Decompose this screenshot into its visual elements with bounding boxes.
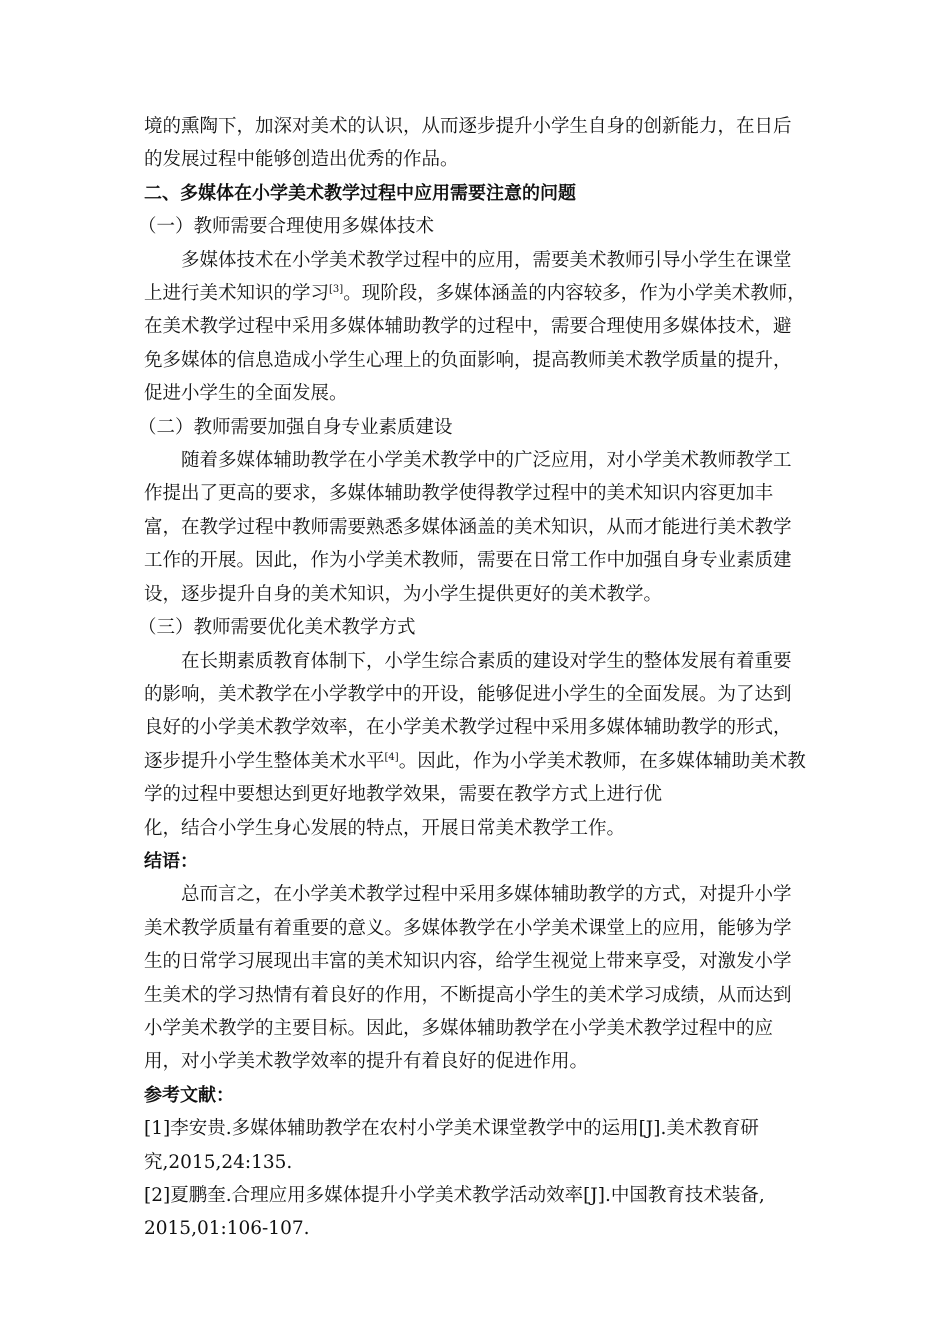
subsection-heading-2: （二）教师需要加强自身专业素质建设 — [138, 416, 453, 438]
paragraph-sub1-text-b: 。现阶段，多媒体涵盖的内容较多，作为小学美术教师，在美术教学过程中采用多媒体辅助教学的过程中，需要合理使用多媒体技术，避免多媒体的信息造成小学生心理上的负面影响，提高教师美术教学质量的提升，促进小学生的全面发展。 — [144, 283, 806, 405]
reference-1-line-1: [1]李安贵.多媒体辅助教学在农村小学美术课堂教学中的运用[J].美术教育研 — [144, 1118, 759, 1140]
reference-item — [144, 1179, 809, 1246]
reference-item — [144, 1112, 809, 1179]
section-heading-2: 二、多媒体在小学美术教学过程中应用需要注意的问题 — [144, 182, 576, 204]
references-heading: 参考文献： — [144, 1084, 234, 1106]
paragraph-sub1 — [144, 244, 809, 411]
reference-2-line-1: [2]夏鹏奎.合理应用多媒体提升小学美术教学活动效率[J].中国教育技术装备, — [144, 1185, 765, 1206]
document-page — [138, 110, 809, 1246]
paragraph-sub3 — [144, 645, 809, 845]
citation-ref-4: [4] — [384, 751, 399, 763]
reference-1-line-2: 究,2015,24:135. — [144, 1151, 293, 1173]
subsection-heading-3: （三）教师需要优化美术教学方式 — [138, 617, 416, 639]
subsection-heading-1: （一）教师需要合理使用多媒体技术 — [138, 216, 435, 238]
citation-ref-3: [3] — [329, 284, 344, 296]
paragraph-sub3-text-a: 在长期素质教育体制下，小学生综合素质的建设对学生的整体发展有着重要的影响，美术教学在小学教学中的开设，能够促进小学生的全面发展。为了达到良好的小学美术教学效率，在小学美术教学过程中采用多媒体辅助教学的形式，逐步提升小学生整体美术水平 — [144, 650, 792, 772]
reference-2-line-2: 2015,01:106-107. — [144, 1218, 310, 1240]
paragraph-sub3-text-c: 化，结合小学生身心发展的特点，开展日常美术教学工作。 — [144, 817, 626, 839]
conclusion-heading: 结语： — [144, 850, 198, 872]
paragraph-sub2: 随着多媒体辅助教学在小学美术教学中的广泛应用，对小学美术教师教学工作提出了更高的要求，多媒体辅助教学使得教学过程中的美术知识内容更加丰富，在教学过程中教师需要熟悉多媒体涵盖的美术知识，从而才能进行美术教学工作的开展。因此，作为小学美术教师，需要在日常工作中加强自身专业素质建设，逐步提升自身的美术知识，为小学生提供更好的美术教学。 — [144, 450, 792, 605]
paragraph-continued: 境的熏陶下，加深对美术的认识，从而逐步提升小学生自身的创新能力，在日后的发展过程中能够创造出优秀的作品。 — [144, 116, 792, 171]
paragraph-conclusion: 总而言之，在小学美术教学过程中采用多媒体辅助教学的方式，对提升小学美术教学质量有着重要的意义。多媒体教学在小学美术课堂上的应用，能够为学生的日常学习展现出丰富的美术知识内容，给学生视觉上带来享受，对激发小学生美术的学习热情有着良好的作用，不断提高小学生的美术学习成绩，从而达到小学美术教学的主要目标。因此，多媒体辅助教学在小学美术教学过程中的应用，对小学美术教学效率的提升有着良好的促进作用。 — [144, 884, 792, 1073]
paragraph-sub1-text-a: 多媒体技术在小学美术教学过程中的应用，需要美术教师引导小学生在课堂上进行美术知识的学习 — [144, 249, 792, 305]
paragraph-sub3-text-b: 。因此，作为小学美术教师，在多媒体辅助美术教学的过程中要想达到更好地教学效果，需要在教学方式上进行优 — [144, 750, 806, 806]
